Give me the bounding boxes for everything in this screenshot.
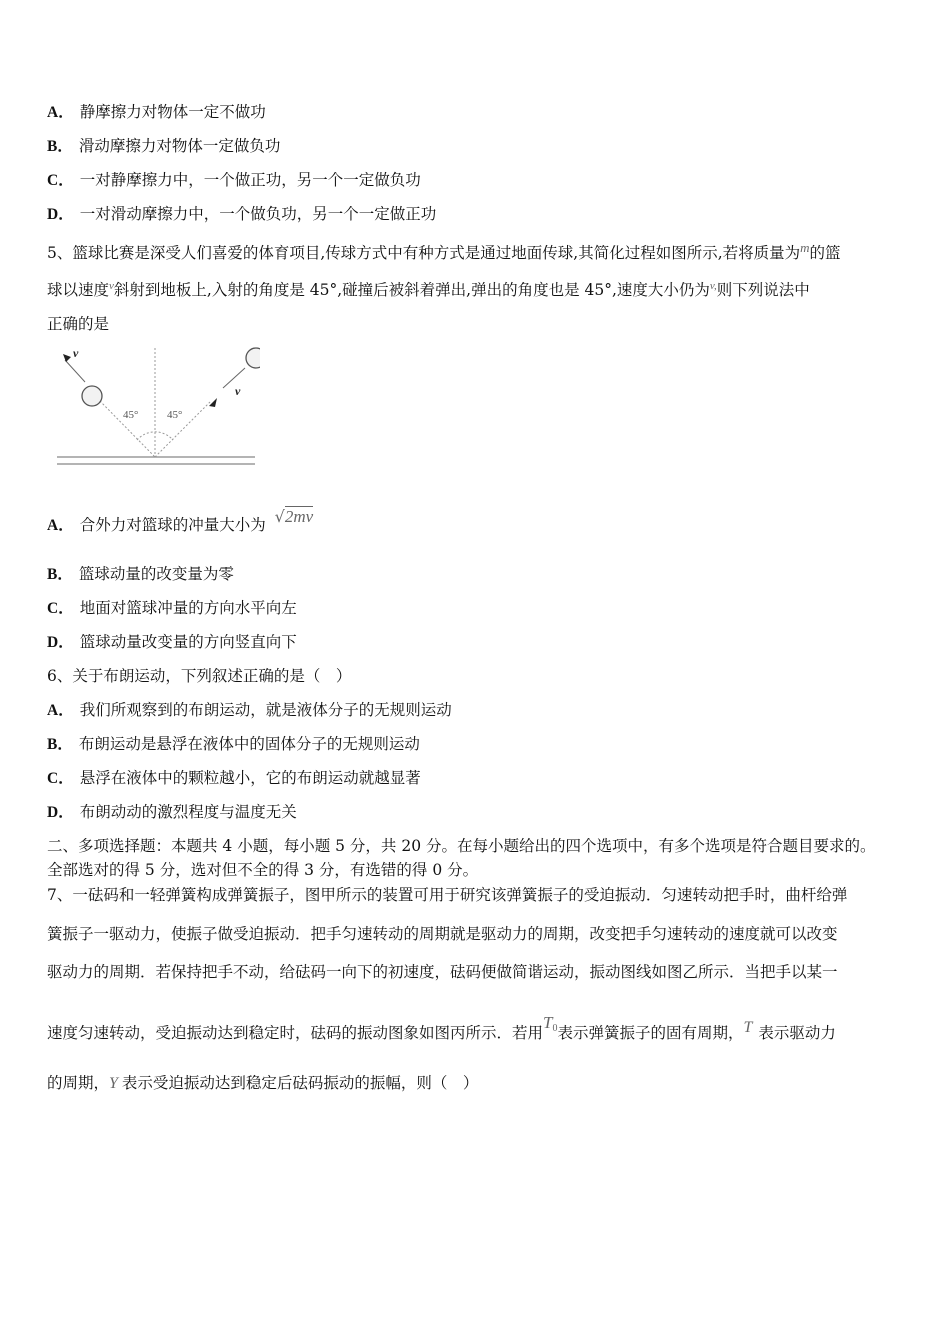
q4-option-d: D． 一对滑动摩擦力中，一个做负功，另一个一定做正功 xyxy=(47,205,437,223)
q7-stem-line3: 驱动力的周期．若保持把手不动，给砝码一向下的初速度，砝码便做简谐运动，振动图线如图乙所示．当把手以某一 xyxy=(47,963,838,981)
reflect-path-dashed xyxy=(155,402,210,457)
q4-option-c: C． 一对静摩擦力中，一个做正功，另一个一定做负功 xyxy=(47,171,421,189)
q7-stem-line1: 7、一砝码和一轻弹簧构成弹簧振子，图甲所示的装置可用于研究该弹簧振子的受迫振动．匀速转动把手时，曲杆给弹 xyxy=(47,886,848,904)
reflect-path-solid xyxy=(223,368,245,388)
q6-option-c: C． 悬浮在液体中的颗粒越小，它的布朗运动就越显著 xyxy=(47,769,421,787)
q7-stem-line4: 速度匀速转动，受迫振动达到稳定时，砝码的振动图象如图丙所示．若用$T_0$表示弹簧振子的固有周期，T 表示驱动力 xyxy=(47,1013,836,1042)
angle-label-right: 45° xyxy=(167,409,183,421)
incident-path-solid xyxy=(65,360,85,382)
q5-option-a: A． 合外力对篮球的冲量大小为 √2mv xyxy=(47,507,314,534)
q6-option-a: A． 我们所观察到的布朗运动，就是液体分子的无规则运动 xyxy=(47,701,452,719)
arrow-incoming xyxy=(63,354,71,362)
q7-stem-line5: 的周期，Y 表示受迫振动达到稳定后砝码振动的振幅，则（ ） xyxy=(47,1074,479,1092)
q6-option-b: B． 布朗运动是悬浮在液体中的固体分子的无规则运动 xyxy=(47,735,420,753)
section2-header-line2: 全部选对的得 5 分，选对但不全的得 3 分，有选错的得 0 分。 xyxy=(47,861,479,879)
ball-incoming xyxy=(82,386,102,406)
q4-option-a: A． 静摩擦力对物体一定不做功 xyxy=(47,103,266,121)
q7-stem-line2: 簧振子一驱动力，使振子做受迫振动．把手匀速转动的周期就是驱动力的周期，改变把手匀速转动的速度就可以改变 xyxy=(47,925,838,943)
q6-stem: 6、关于布朗运动，下列叙述正确的是（ ） xyxy=(47,667,352,685)
ball-outgoing xyxy=(246,348,260,368)
velocity-label-left: v xyxy=(73,346,79,360)
q6-option-d: D． 布朗动动的激烈程度与温度无关 xyxy=(47,803,297,821)
velocity-label-right: v xyxy=(235,384,241,398)
q4-option-b: B． 滑动摩擦力对物体一定做负功 xyxy=(47,137,281,155)
q5-option-d: D． 篮球动量改变量的方向竖直向下 xyxy=(47,633,297,651)
q5-option-c: C． 地面对篮球冲量的方向水平向左 xyxy=(47,599,297,617)
q5-stem-line3: 正确的是 xyxy=(47,315,110,333)
q5-stem-line2: 球以速度$^v$斜射到地板上,入射的角度是 45°,碰撞后被斜着弹出,弹出的角度也是 45°,速度大小仍为$^{v,}$则下列说法中 xyxy=(47,280,810,299)
q5-option-b: B． 篮球动量的改变量为零 xyxy=(47,565,234,583)
q5-basketball-figure xyxy=(45,340,260,475)
section2-header-line1: 二、多项选择题：本题共 4 小题，每小题 5 分，共 20 分。在每小题给出的四个选项中，有多个选项是符合题目要求的。 xyxy=(47,837,876,855)
angle-label-left: 45° xyxy=(123,409,139,421)
q5-stem-line1: 5、篮球比赛是深受人们喜爱的体育项目,传球方式中有种方式是通过地面传球,其简化过程如图所示,若将质量为$^m$的篮 xyxy=(47,240,841,262)
incident-path-dashed xyxy=(97,398,155,457)
q5-option-a-math: 2mv xyxy=(284,507,314,526)
